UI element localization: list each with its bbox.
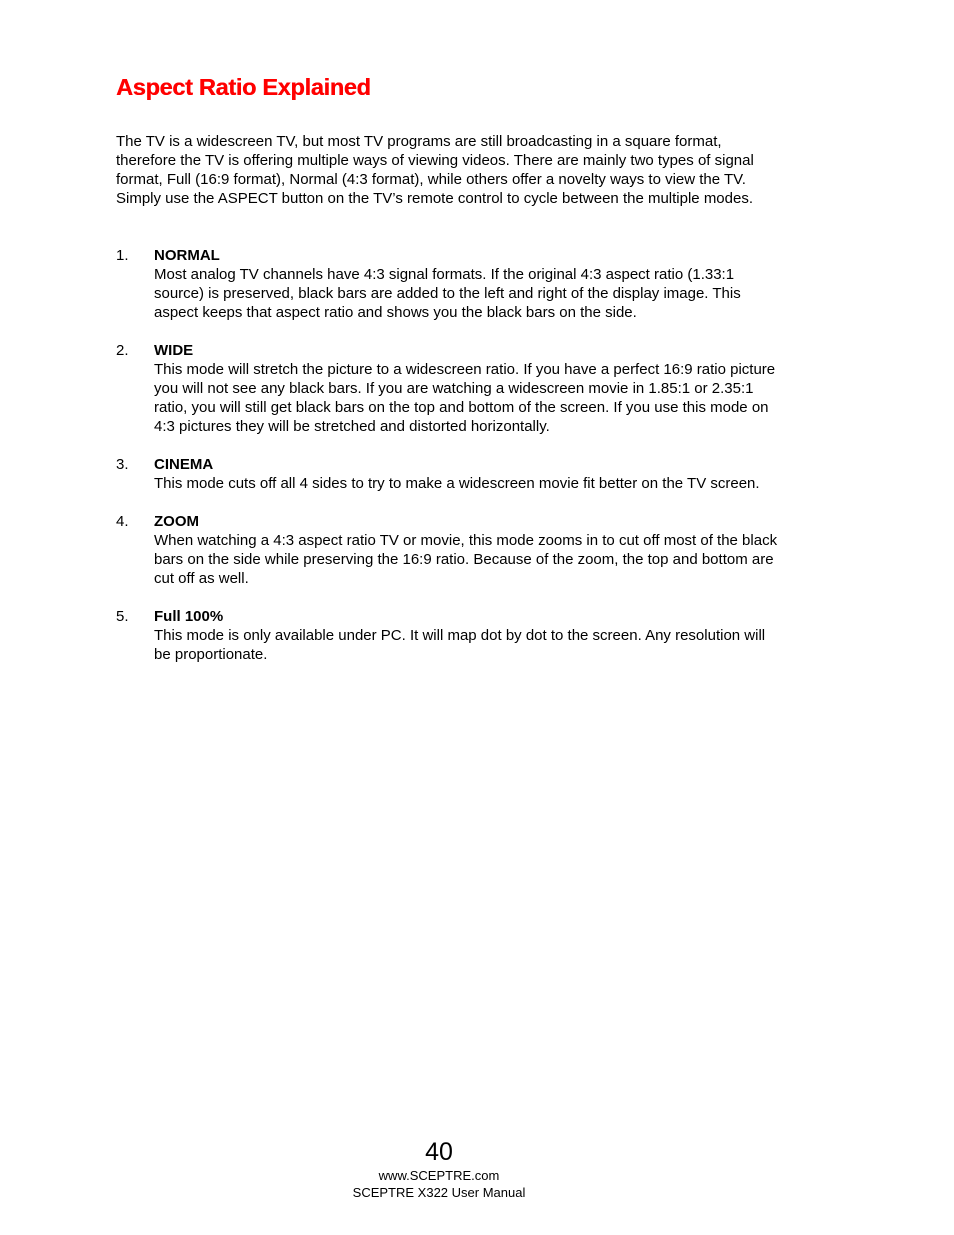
item-heading: NORMAL (154, 247, 220, 264)
item-text: This mode will stretch the picture to a widescreen ratio. If you have a perfect 16:9 ratio picture you will not see any black bars. If you are watching a widescreen movie in 1.85:1 or 2.35:1 ratio, you will still get black bars on the top and bottom of the screen. If you use this mode on 4:3 pictures they will be stretched and distorted horizontally. (154, 361, 776, 435)
aspect-mode-list (116, 246, 776, 664)
intro-paragraph: The TV is a widescreen TV, but most TV programs are still broadcasting in a square format, therefore the TV is offering multiple ways of viewing videos. There are mainly two types of signal format, Full (16:9 format), Normal (4:3 format), while others offer a novelty ways to view the TV. Simply use the ASPECT button on the TV’s remote control to cycle between the multiple modes. (116, 133, 754, 207)
list-item (116, 607, 780, 664)
page-number: 40 (425, 1138, 453, 1166)
list-item (116, 246, 784, 322)
item-heading: Full 100% (154, 608, 224, 625)
item-number: 1. (116, 247, 129, 264)
item-number: 2. (116, 342, 129, 359)
item-text: This mode is only available under PC. It will map dot by dot to the screen. Any resolution will be proportionate. (154, 627, 766, 663)
list-item (116, 512, 784, 588)
item-number: 4. (116, 513, 129, 530)
item-heading: ZOOM (154, 513, 199, 530)
item-text: Most analog TV channels have 4:3 signal formats. If the original 4:3 aspect ratio (1.33:1 source) is preserved, black bars are added to the left and right of the display image. This aspect keeps that aspect ratio and shows you the black bars on the side. (154, 266, 741, 321)
item-number: 3. (116, 456, 129, 473)
item-text: When watching a 4:3 aspect ratio TV or movie, this mode zooms in to cut off most of the black bars on the side while preserving the 16:9 ratio. Because of the zoom, the top and bottom are cut off as well. (154, 532, 778, 587)
list-item (116, 341, 780, 436)
item-heading: WIDE (154, 342, 194, 359)
item-number: 5. (116, 608, 129, 625)
item-heading: CINEMA (154, 456, 214, 473)
list-item (116, 455, 780, 493)
footer-manual-title: SCEPTRE X322 User Manual (352, 1185, 526, 1200)
page-title: Aspect Ratio Explained (116, 74, 371, 100)
footer-website: www.SCEPTRE.com (378, 1168, 500, 1183)
item-text: This mode cuts off all 4 sides to try to make a widescreen movie fit better on the TV screen. (154, 475, 760, 492)
